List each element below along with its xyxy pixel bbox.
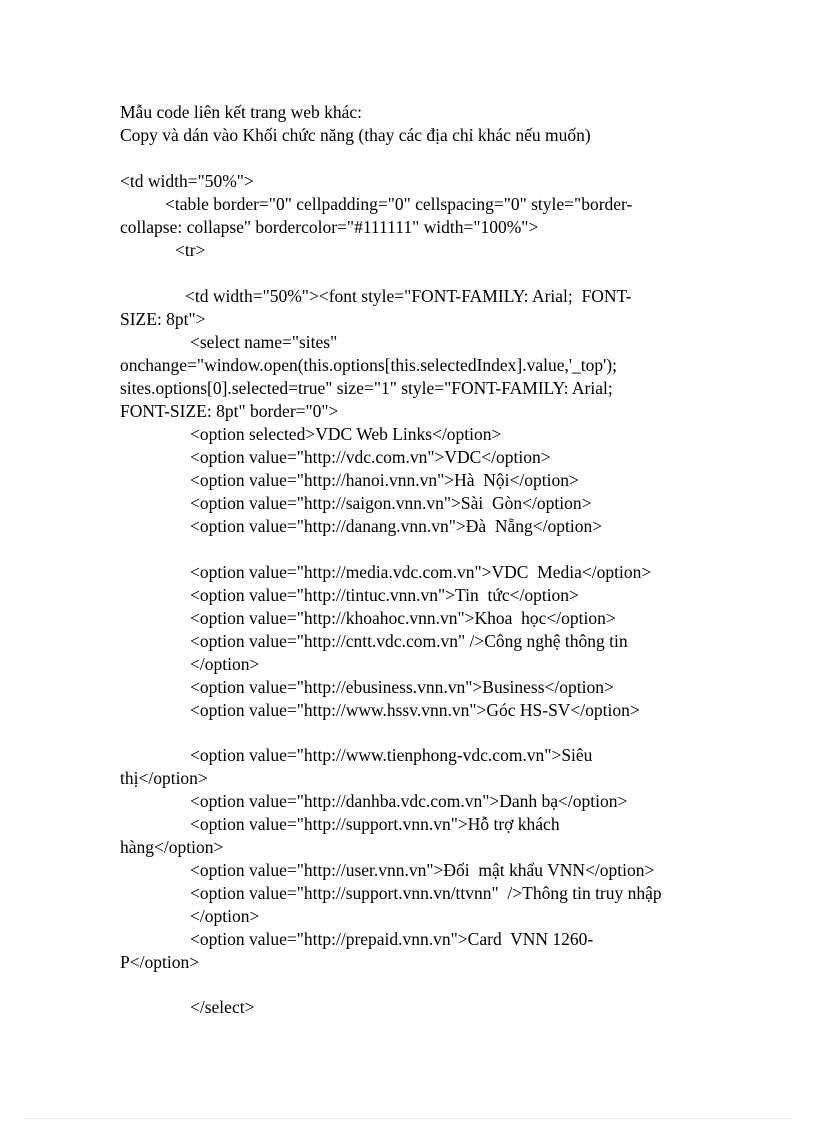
code-line: <option value="http://support.vnn.vn">Hỗ trợ khách [190,814,560,834]
code-line: SIZE: 8pt"> [120,309,206,329]
code-line: <option value="http://hanoi.vnn.vn">Hà Nội</option> [190,470,579,490]
code-line: <option value="http://ebusiness.vnn.vn">Business</option> [190,677,614,697]
code-line: <option value="http://danang.vnn.vn">Đà Nẵng</option> [190,516,603,536]
code-line: <tr> [175,240,206,260]
code-line: </select> [190,997,255,1017]
code-line: <option value="http://prepaid.vnn.vn">Card VNN 1260- [190,929,594,949]
code-line: thị</option> [120,768,208,788]
code-line: <option value="http://www.tienphong-vdc.com.vn">Siêu [190,745,593,765]
intro-line: Mẫu code liên kết trang web khác: [120,102,362,122]
code-line: <option value="http://danhba.vdc.com.vn">Danh bạ</option> [190,791,628,811]
code-line: <option selected>VDC Web Links</option> [190,424,502,444]
code-line: <option value="http://tintuc.vnn.vn">Tin tức</option> [190,585,579,605]
page-bottom-rule [25,1118,791,1119]
code-line: collapse: collapse" bordercolor="#111111" width="100%"> [120,217,539,237]
code-line: <td width="50%"><font style="FONT-FAMILY: Arial; FONT- [185,286,632,306]
code-line: <option value="http://media.vdc.com.vn">VDC Media</option> [190,562,652,582]
code-line: P</option> [120,952,200,972]
code-line: <option value="http://support.vnn.vn/ttvnn" />Thông tin truy nhập [190,883,662,903]
code-line: <table border="0" cellpadding="0" cellspacing="0" style="border- [165,194,633,214]
code-line: </option> [190,906,260,926]
code-line: <option value="http://vdc.com.vn">VDC</option> [190,447,551,467]
code-line: <td width="50%"> [120,171,254,191]
code-line: FONT-SIZE: 8pt" border="0"> [120,401,339,421]
intro-line: Copy và dán vào Khối chức năng (thay các địa chỉ khác nếu muốn) [120,125,591,145]
code-line: onchange="window.open(this.options[this.selectedIndex].value,'_top'); [120,355,617,375]
code-line: <option value="http://saigon.vnn.vn">Sài Gòn</option> [190,493,592,513]
code-line: sites.options[0].selected=true" size="1" style="FONT-FAMILY: Arial; [120,378,613,398]
code-line: hàng</option> [120,837,224,857]
code-line: <option value="http://cntt.vdc.com.vn" />Công nghệ thông tin [190,631,628,651]
code-line: <select name="sites" [190,332,338,352]
code-line: <option value="http://khoahoc.vnn.vn">Khoa học</option> [190,608,616,628]
code-line: <option value="http://www.hssv.vnn.vn">Góc HS-SV</option> [190,700,640,720]
code-line: </option> [190,654,260,674]
code-line: <option value="http://user.vnn.vn">Đổi mật khẩu VNN</option> [190,860,655,880]
